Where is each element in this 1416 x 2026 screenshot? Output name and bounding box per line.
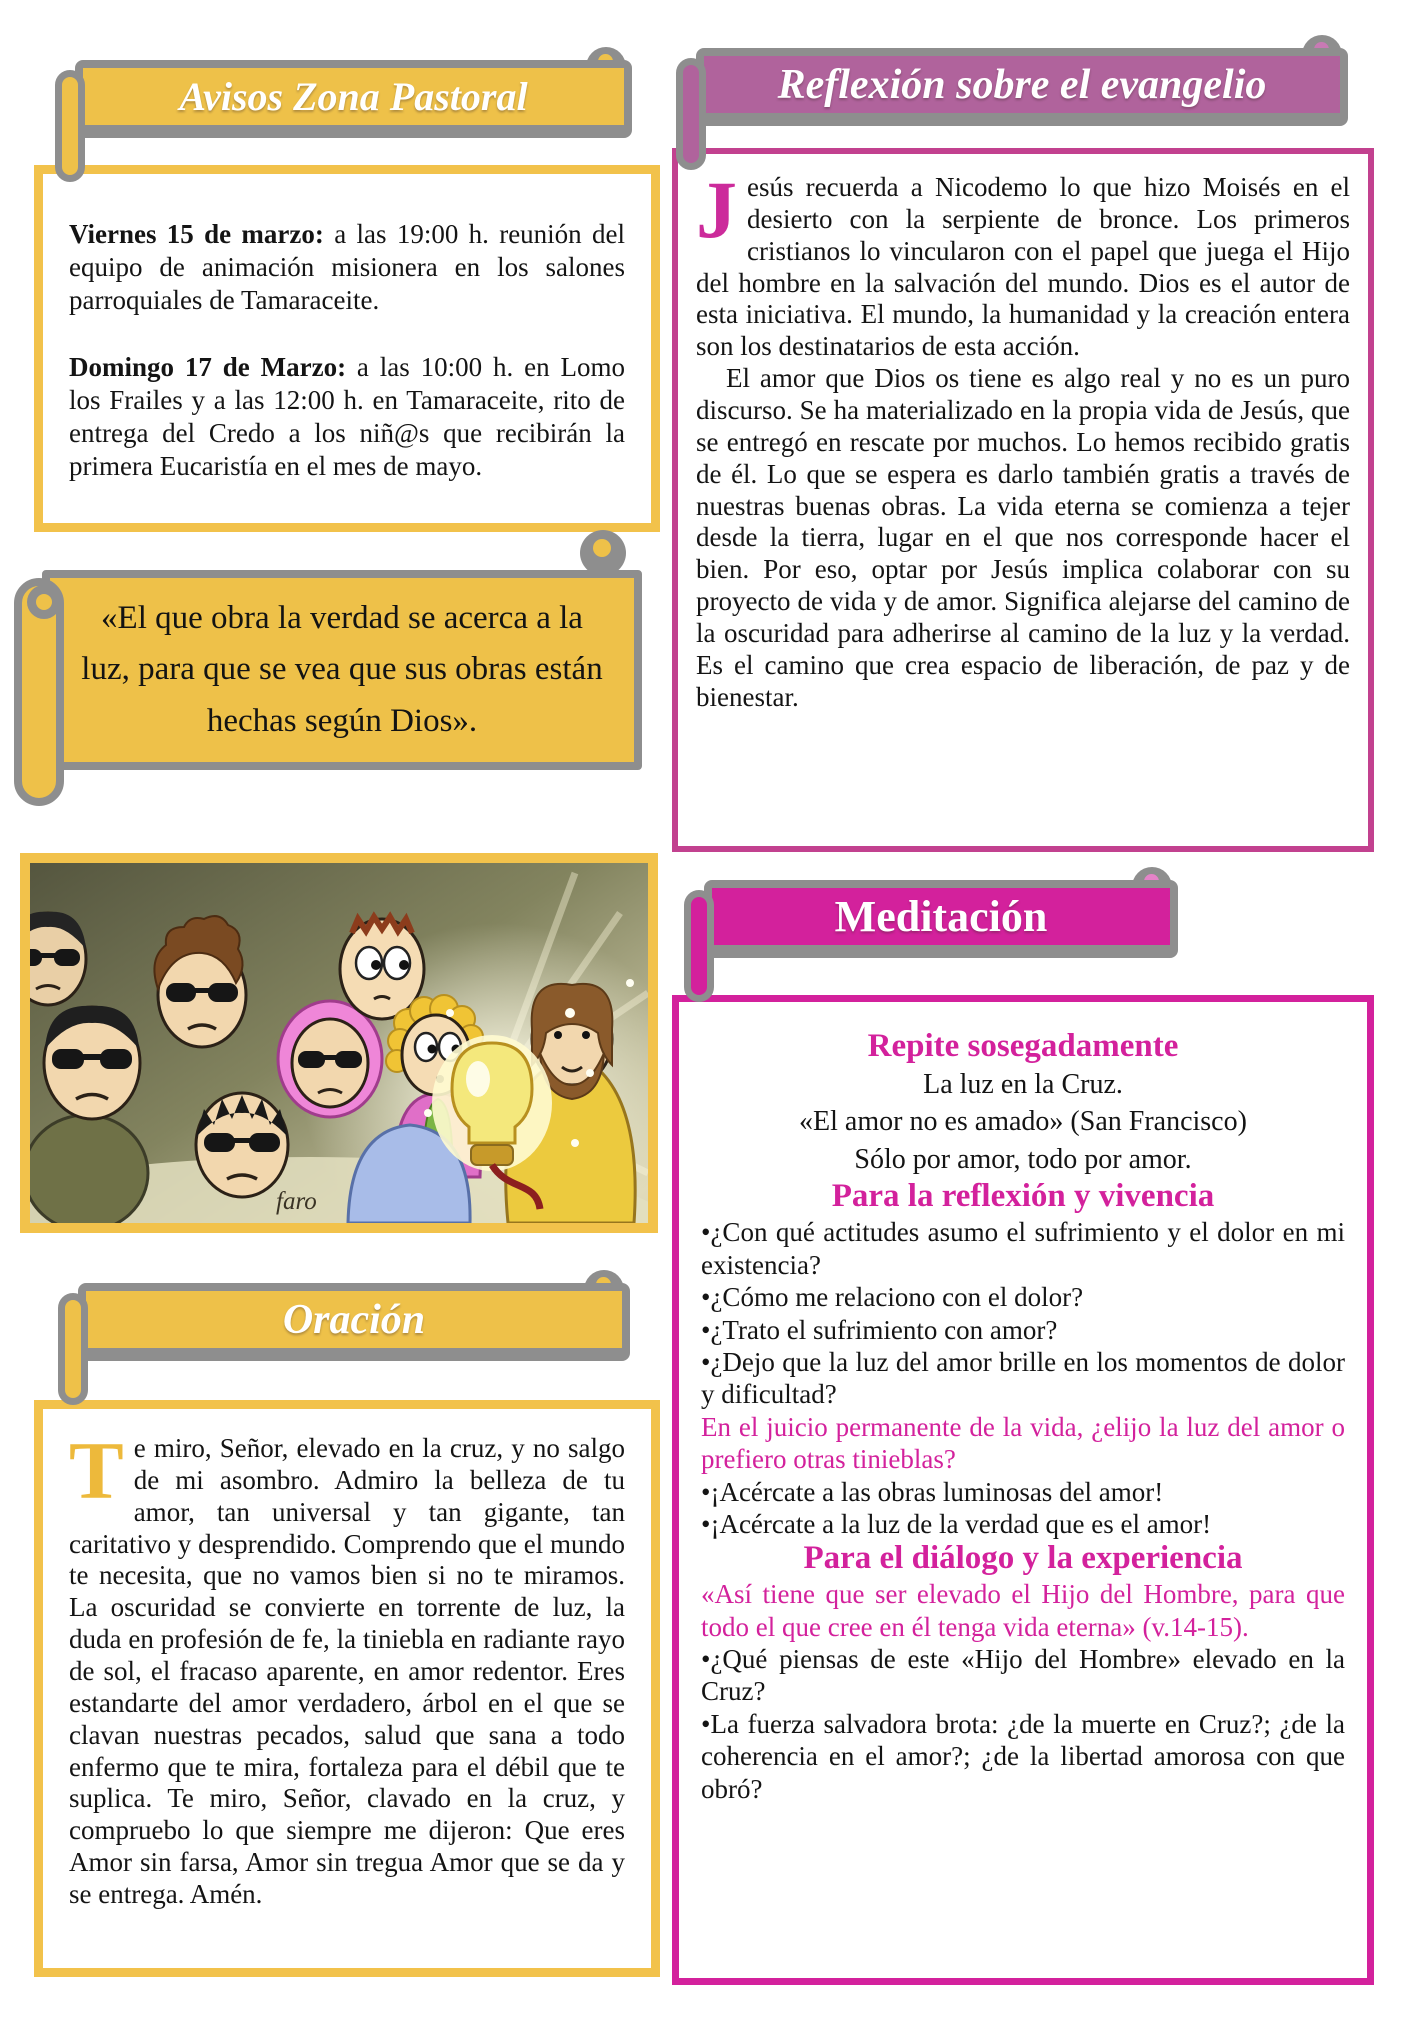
ribbon-pole-icon <box>58 1293 88 1405</box>
ribbon-pole-icon <box>684 890 714 1002</box>
avisos-banner <box>55 60 632 156</box>
avisos-title: Avisos Zona Pastoral <box>179 74 528 119</box>
gospel-quote: «El que obra la verdad se acerca a la luz, para que se vea que sus obras están hechas según Dios». <box>81 600 603 739</box>
reflexion-dropcap: J <box>696 164 737 255</box>
meditacion-subheading: Para la reflexión y vivencia <box>831 1178 1215 1215</box>
meditacion-bullet: • ¿Dejo que la luz del amor brille en los momentos de dolor y dificultad? <box>701 1346 1345 1411</box>
announcement-text: a las 19:00 h. reunión del equipo de animación misionera en los salones parroquiales de Tamaraceite. <box>69 219 625 315</box>
reflexion-title: Reflexión sobre el evangelio <box>777 61 1267 108</box>
announcement-date: Viernes 15 de marzo: <box>69 219 324 249</box>
cartoon-scene <box>30 863 648 1223</box>
gospel-quote-scroll <box>14 528 642 810</box>
meditacion-subheading: Repite sosegadamente <box>867 1028 1179 1064</box>
banner-bar <box>704 880 1178 958</box>
meditacion-bullet: • ¿Trato el sufrimiento con amor? <box>701 1314 1345 1346</box>
banner-bar <box>696 48 1348 126</box>
meditacion-bullet: • ¿Con qué actitudes asumo el sufrimiento y el dolor en mi existencia? <box>701 1216 1345 1281</box>
meditacion-subheading: Para el diálogo y la experiencia <box>803 1540 1243 1577</box>
announcement-text: a las 10:00 h. en Lomo los Frailes y a las 12:00 h. en Tamaraceite, rito de entrega del Credo a los niñ@s que recibirán la primera Eucaristía en el mes de mayo. <box>69 351 625 481</box>
cartoon-illustration <box>20 853 658 1233</box>
ribbon-pole-icon <box>55 70 85 182</box>
meditacion-bullet: • La fuerza salvadora brota: ¿de la muerte en Cruz?; ¿de la coherencia en el amor?; ¿de la libertad amorosa con que obró? <box>701 1708 1345 1805</box>
oracion-title: Oración <box>282 1296 426 1343</box>
artist-signature: faro <box>276 1188 317 1215</box>
meditacion-banner <box>684 880 1178 976</box>
meditacion-bullet: • ¡Acércate a las obras luminosas del amor! <box>701 1476 1345 1508</box>
reflexion-body: esús recuerda a Nicodemo lo que hizo Moisés en el desierto con la serpiente de bronce. Los primeros cristianos lo vincularon con el papel que juega el Hijo del hombre en la salvación del mundo. Dios es el autor de esta iniciativa. El mundo, la humanidad y la creación entera son los destinatarios de esta acción. <box>696 172 1350 362</box>
meditacion-repite-line: Sólo por amor, todo por amor. <box>854 1143 1192 1175</box>
scroll-spiral-icon <box>27 585 61 619</box>
scroll-body <box>42 570 642 770</box>
meditacion-box <box>672 995 1374 1985</box>
meditacion-repite-line: La luz en la Cruz. <box>923 1068 1123 1100</box>
announcement-item <box>69 218 625 317</box>
banner-bar <box>78 1283 630 1361</box>
announcement-item <box>69 351 625 483</box>
banner-bar <box>75 60 632 138</box>
prayer-dropcap: T <box>69 1425 124 1516</box>
announcements-box <box>34 165 660 532</box>
ribbon-pole-icon <box>676 58 706 170</box>
reflexion-banner <box>676 48 1348 144</box>
oracion-banner <box>58 1283 630 1379</box>
meditacion-magenta-quote: «Así tiene que ser elevado el Hijo del Hombre, para que todo el que cree en él tenga vida eterna» (v.14-15). <box>701 1579 1345 1642</box>
meditacion-title: Meditación <box>834 892 1048 941</box>
reflexion-paragraph <box>696 164 1350 363</box>
reflexion-box <box>672 148 1374 852</box>
prayer-text <box>69 1425 625 1911</box>
meditacion-magenta-text: En el juicio permanente de la vida, ¿elijo la luz del amor o prefiero otras tinieblas? <box>701 1411 1345 1475</box>
prayer-body: e miro, Señor, elevado en la cruz, y no salgo de mi asombro. Admiro la belleza de tu amor, tan universal y tan gigante, tan caritativo y desprendido. Comprendo que el mundo te necesita, que no vamos bien si no te miramos. La oscuridad se convierte en torrente de luz, la duda en profesión de fe, la tiniebla en radiante rayo de sol, el fracaso aparente, en amor redentor. Eres estandarte del amor verdadero, árbol en el que se clavan nuestras pecados, salud que sana a todo enfermo que te mira, fortaleza para el débil que te suplica. Te miro, Señor, clavado en la cruz, y compruebo lo que siempre me dijeron: Que eres Amor sin farsa, Amor sin tregua Amor que se da y se entrega. Amén. <box>69 1433 625 1910</box>
meditacion-repite-line: «El amor no es amado» (San Francisco) <box>799 1106 1247 1138</box>
meditacion-bullet: • ¿Cómo me relaciono con el dolor? <box>701 1281 1345 1313</box>
reflexion-paragraph: El amor que Dios os tiene es algo real y no es un puro discurso. Se ha materializado en la propia vida de Jesús, que se entregó en rescate por muchos. Lo hemos recibido gratis de él. Lo que se espera es darlo también gratis a través de nuestras buenas obras. La vida eterna se comienza a tejer desde la tierra, lugar en el que nos corresponde hacer el bien. Por eso, optar por Jesús implica colaborar con su proyecto de vida y de amor. Significa alejarse del camino de la oscuridad para adherirse al camino de la luz y la verdad. Es el camino que crea espacio de liberación, de paz y de bienestar. <box>696 363 1350 712</box>
prayer-box <box>34 1400 660 1977</box>
announcement-date: Domingo 17 de Marzo: <box>69 351 347 382</box>
meditacion-bullet: • ¿Qué piensas de este «Hijo del Hombre» elevado en la Cruz? <box>701 1643 1345 1708</box>
meditacion-bullet: • ¡Acércate a la luz de la verdad que es el amor! <box>701 1508 1345 1540</box>
